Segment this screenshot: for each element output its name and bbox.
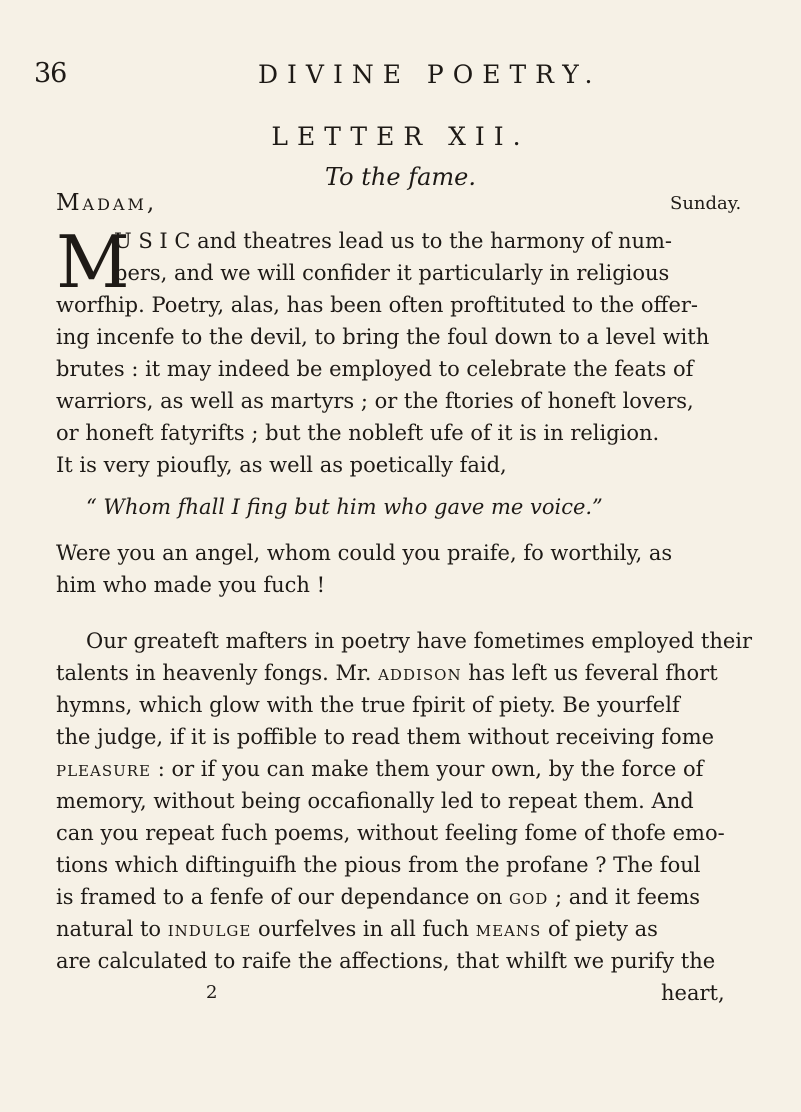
drop-cap: M xyxy=(56,220,130,304)
text-line: warriors, as well as martyrs ; or the ftories of honeft lovers, xyxy=(56,389,694,413)
text-line xyxy=(56,753,756,785)
text-line: hymns, which glow with the true fpirit of piety. Be yourfelf xyxy=(56,693,680,717)
paragraph-gap xyxy=(56,601,756,625)
text-line xyxy=(56,657,756,689)
text-segment: : or if you can make them your own, by the force of xyxy=(157,757,704,781)
text-line: bers, and we will confider it particularly in religious xyxy=(114,261,670,285)
letter-heading: LETTER XII. xyxy=(271,122,530,151)
page-number: 36 xyxy=(34,58,67,89)
page-footer xyxy=(56,977,756,1009)
day-of-week: Sunday. xyxy=(670,193,742,214)
verse-quote: “ Whom fhall I fing but him who gave me voice.” xyxy=(86,495,603,519)
text-segment: has left us feveral fhort xyxy=(468,661,718,685)
text-line: It is very pioufly, as well as poetically faid, xyxy=(56,453,507,477)
author-name: addison xyxy=(378,661,462,685)
text-line: him who made you fuch ! xyxy=(56,573,326,597)
text-line xyxy=(56,913,756,945)
text-line: Our greateft mafters in poetry have fometimes employed their xyxy=(86,629,753,653)
signature-mark: 2 xyxy=(206,982,218,1003)
text-segment: talents in heavenly fongs. Mr. xyxy=(56,661,372,685)
salutation: Madam, xyxy=(56,190,158,216)
text-line: worfhip. Poetry, alas, has been often proftituted to the offer- xyxy=(56,293,699,317)
catchword: heart, xyxy=(661,981,725,1005)
text-line: the judge, if it is poffible to read them without receiving fome xyxy=(56,725,715,749)
text-line: memory, without being occafionally led to repeat them. And xyxy=(56,789,694,813)
emphasis-word: god xyxy=(508,885,549,909)
page-header xyxy=(34,58,734,98)
text-line: can you repeat fuch poems, without feeling fome of thofe emo- xyxy=(56,821,725,845)
letter-body xyxy=(56,220,756,1009)
text-line: brutes : it may indeed be employed to celebrate the feats of xyxy=(56,357,694,381)
text-segment: natural to xyxy=(56,917,162,941)
text-line: Were you an angel, whom could you praife, fo worthily, as xyxy=(56,541,673,565)
text-segment: ourfelves in all fuch xyxy=(258,917,470,941)
text-line: U S I C and theatres lead us to the harmony of num- xyxy=(114,229,673,253)
text-line xyxy=(56,881,756,913)
text-line: ing incenfe to the devil, to bring the foul down to a level with xyxy=(56,325,710,349)
emphasis-word: pleasure xyxy=(56,757,151,781)
text-line: or honeft fatyrifts ; but the nobleft ufe of it is in religion. xyxy=(56,421,660,445)
text-line: tions which diftinguifh the pious from the profane ? The foul xyxy=(56,853,701,877)
text-line: are calculated to raife the affections, that whilft we purify the xyxy=(56,949,716,973)
addressee: To the fame. xyxy=(325,163,476,191)
text-segment: ; and it feems xyxy=(554,885,701,909)
emphasis-word: means xyxy=(475,917,542,941)
text-segment: of piety as xyxy=(547,917,658,941)
text-segment: is framed to a fenfe of our dependance on xyxy=(56,885,503,909)
running-title: DIVINE POETRY. xyxy=(258,60,602,89)
emphasis-word: indulge xyxy=(167,917,252,941)
